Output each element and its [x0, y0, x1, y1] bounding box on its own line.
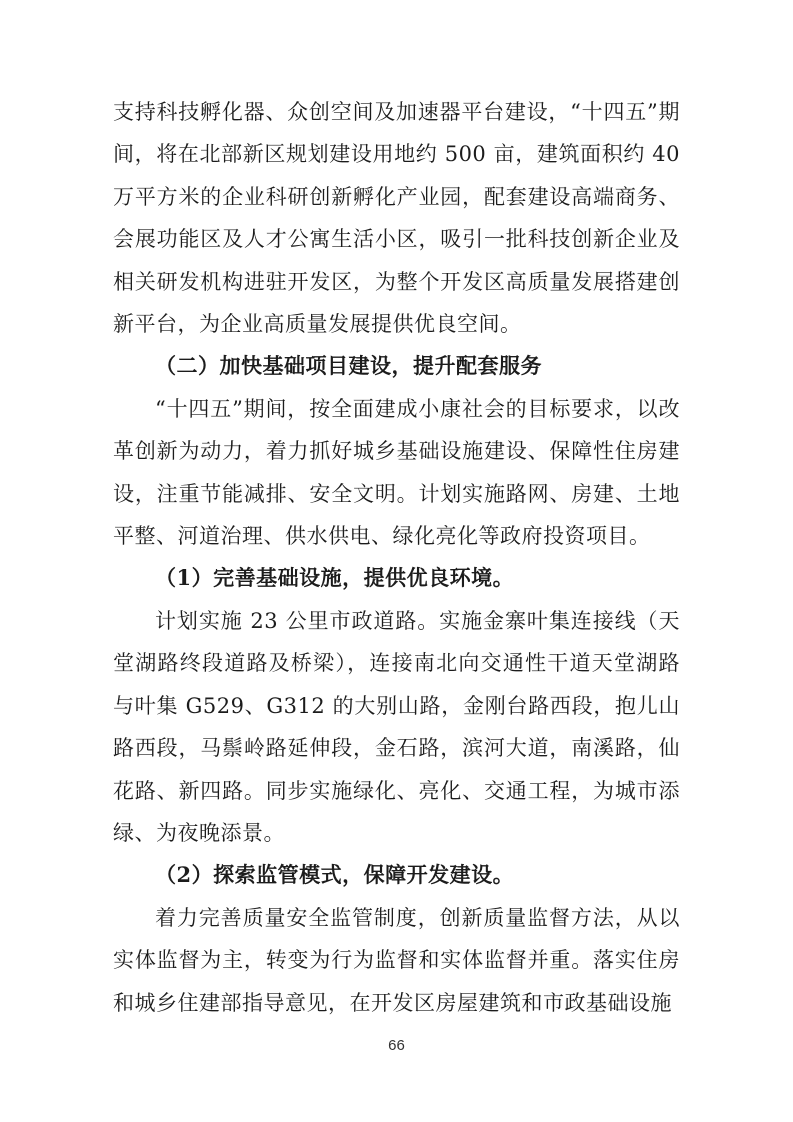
heading-section-two-infrastructure-projects: （二）加快基础项目建设，提升配套服务	[155, 353, 542, 379]
document-body	[113, 91, 680, 1024]
paragraph-municipal-roads: 计划实施 23 公里市政道路。实施金寨叶集连接线（天堂湖路终段道路及桥梁），连接南北向交通性干道天堂湖路与叶集 G529、G312 的大别山路，金刚台路西段，抱儿山路西段，马鬃岭路延伸段，金石路，滨河大道，南溪路，仙花路、新四路。同步实施绿化、亮化、交通工程，为城市添绿、为夜晚添景。	[113, 608, 680, 845]
paragraph-quality-supervision: 着力完善质量安全监管制度，创新质量监督方法，从以实体监督为主，转变为行为监督和实体监督并重。落实住房和城乡住建部指导意见，在开发区房屋建筑和市政基础设施	[113, 905, 680, 1015]
paragraph-incubator-platform: 支持科技孵化器、众创空间及加速器平台建设，“十四五”期间，将在北部新区规划建设用地约 500 亩，建筑面积约 40 万平方米的企业科研创新孵化产业园，配套建设高端商务、会展功能区及人才公寓生活小区，吸引一批科技创新企业及相关研发机构进驻开发区，为整个开发区高质量发展搭建创新平台，为企业高质量发展提供优良空间。	[113, 100, 680, 337]
page-number: 66	[388, 1037, 405, 1054]
heading-sub-2-supervision-model: （2）探索监管模式，保障开发建设。	[155, 862, 515, 888]
paragraph-shisiwu-goals: “十四五”期间，按全面建成小康社会的目标要求，以改革创新为动力，着力抓好城乡基础设施建设、保障性住房建设，注重节能减排、安全文明。计划实施路网、房建、土地平整、河道治理、供水供电、绿化亮化等政府投资项目。	[113, 396, 680, 549]
heading-sub-1-improve-infrastructure: （1）完善基础设施，提供优良环境。	[155, 565, 515, 591]
